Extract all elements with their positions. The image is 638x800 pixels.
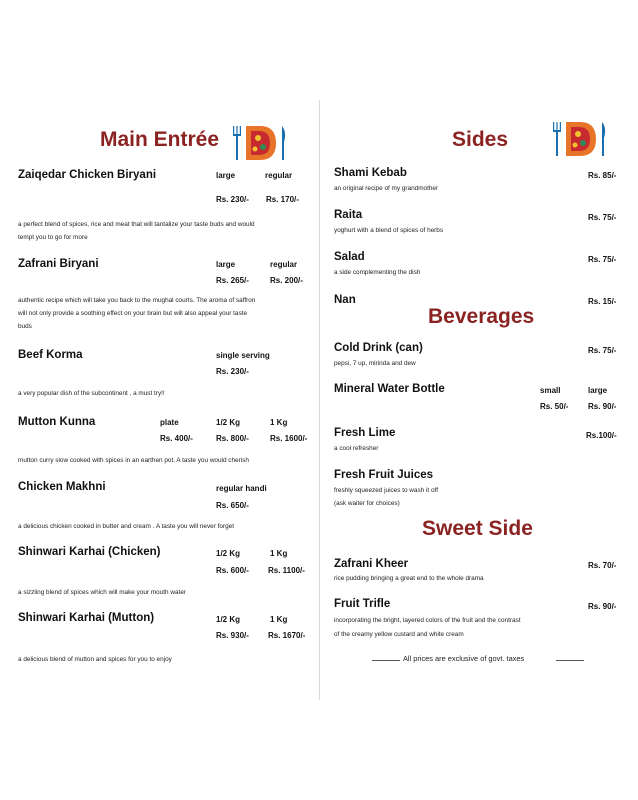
price: Rs. 600/- — [216, 566, 249, 575]
dish-description: of the creamy yellow custard and white cream — [334, 631, 464, 638]
option-label: single serving — [216, 351, 270, 360]
dish-zafrani-biryani: Zafrani Biryani — [18, 258, 99, 270]
dish-fresh-lime: Fresh Lime — [334, 427, 396, 439]
dish-description: a perfect blend of spices, rice and meat that will tantalize your taste buds and would — [18, 221, 255, 228]
dish-description: mutton curry slow cooked with spices in an earthen pot. A taste you would cherish — [18, 457, 249, 464]
option-label: regular — [270, 260, 298, 269]
dish-beef-korma: Beef Korma — [18, 349, 83, 361]
column-divider — [319, 100, 320, 700]
price: Rs. 200/- — [270, 276, 303, 285]
dish-description: a cool refresher — [334, 445, 379, 452]
option-label: plate — [160, 418, 179, 427]
option-label: 1 Kg — [270, 615, 288, 624]
fork-icon — [233, 126, 241, 160]
price: Rs. 930/- — [216, 631, 249, 640]
price: Rs. 400/- — [160, 434, 193, 443]
dish-description: (ask waiter for choices) — [334, 500, 400, 507]
dish-description: authentic recipe which will take you back to the mughal courts. The aroma of saffron — [18, 297, 256, 304]
price: Rs. 75/- — [588, 213, 617, 222]
restaurant-logo — [230, 122, 290, 162]
price: Rs. 230/- — [216, 195, 249, 204]
sides-title: Sides — [452, 128, 509, 151]
dish-zafrani-kheer: Zafrani Kheer — [334, 558, 409, 570]
option-label: 1/2 Kg — [216, 418, 241, 427]
dish-description: freshly squeezed juices to wash it off — [334, 487, 438, 494]
knife-icon — [602, 122, 605, 156]
price: Rs. 90/- — [588, 402, 617, 411]
sweet-side-title: Sweet Side — [422, 517, 533, 540]
beverages-title: Beverages — [428, 305, 535, 328]
footer-note: All prices are exclusive of govt. taxes — [403, 654, 525, 663]
price: Rs.100/- — [586, 431, 617, 440]
option-label: 1 Kg — [270, 549, 288, 558]
option-label: regular handi — [216, 484, 267, 493]
fork-icon — [553, 122, 561, 156]
option-label: 1/2 Kg — [216, 615, 241, 624]
main-entree-title: Main Entrée — [100, 128, 220, 151]
price: Rs. 230/- — [216, 367, 249, 376]
dish-description: an original recipe of my grandmother — [334, 185, 439, 192]
footer-rule-right — [556, 660, 584, 661]
price: Rs. 70/- — [588, 561, 617, 570]
price: Rs. 1100/- — [268, 566, 305, 575]
dish-description: incorporating the bright, layered colors of the fruit and the contrast — [334, 617, 521, 624]
option-label: large — [216, 260, 236, 269]
dish-fresh-fruit-juices: Fresh Fruit Juices — [334, 469, 434, 481]
price: Rs. 265/- — [216, 276, 249, 285]
option-label: large — [588, 386, 608, 395]
option-label: 1/2 Kg — [216, 549, 241, 558]
option-label: large — [216, 171, 236, 180]
dish-fruit-trifle: Fruit Trifle — [334, 598, 391, 610]
dish-description: yoghurt with a blend of spices of herbs — [334, 227, 444, 234]
dish-raita: Raita — [334, 209, 363, 221]
price: Rs. 75/- — [588, 346, 617, 355]
option-label: small — [540, 386, 561, 395]
restaurant-logo — [550, 118, 610, 158]
dish-nan: Nan — [334, 294, 356, 306]
price: Rs. 85/- — [588, 171, 617, 180]
dish-description: pepsi, 7 up, mirinda and dew — [334, 360, 416, 367]
dish-salad: Salad — [334, 251, 365, 263]
price: Rs. 1670/- — [268, 631, 306, 640]
price: Rs. 50/- — [540, 402, 569, 411]
dish-description: buds — [18, 323, 32, 330]
dish-zaiqedar-chicken-biryani: Zaiqedar Chicken Biryani — [18, 169, 157, 181]
dish-description: a very popular dish of the subcontinent , a must try!! — [18, 390, 165, 397]
dish-shinwari-karhai-mutton: Shinwari Karhai (Mutton) — [18, 612, 155, 624]
dish-cold-drink: Cold Drink (can) — [334, 342, 423, 354]
footer-rule-left — [372, 660, 400, 661]
option-label: 1 Kg — [270, 418, 288, 427]
dish-description: rice pudding bringing a great end to the whole drama — [334, 575, 484, 582]
price: Rs. 1600/- — [270, 434, 308, 443]
dish-description: a side complementing the dish — [334, 269, 421, 276]
dish-description: will not only provide a soothing effect on your brain but will also appeal your taste — [18, 310, 248, 317]
option-label: regular — [265, 171, 293, 180]
dish-description: tempt you to go for more — [18, 234, 88, 241]
dish-description: a sizzling blend of spices which will make your mouth water — [18, 589, 187, 596]
dish-shami-kebab: Shami Kebab — [334, 167, 407, 179]
dish-chicken-makhni: Chicken Makhni — [18, 481, 106, 493]
price: Rs. 170/- — [266, 195, 299, 204]
price: Rs. 75/- — [588, 255, 617, 264]
knife-icon — [282, 126, 285, 160]
dish-shinwari-karhai-chicken: Shinwari Karhai (Chicken) — [18, 546, 161, 558]
price: Rs. 15/- — [588, 297, 617, 306]
dish-mutton-kunna: Mutton Kunna — [18, 416, 96, 428]
dish-description: a delicious chicken cooked in butter and cream . A taste you will never forget — [18, 523, 234, 530]
price: Rs. 90/- — [588, 602, 617, 611]
dish-description: a delicious blend of mutton and spices for you to enjoy — [18, 656, 172, 663]
dish-mineral-water-bottle: Mineral Water Bottle — [334, 383, 445, 395]
price: Rs. 800/- — [216, 434, 249, 443]
price: Rs. 650/- — [216, 501, 249, 510]
